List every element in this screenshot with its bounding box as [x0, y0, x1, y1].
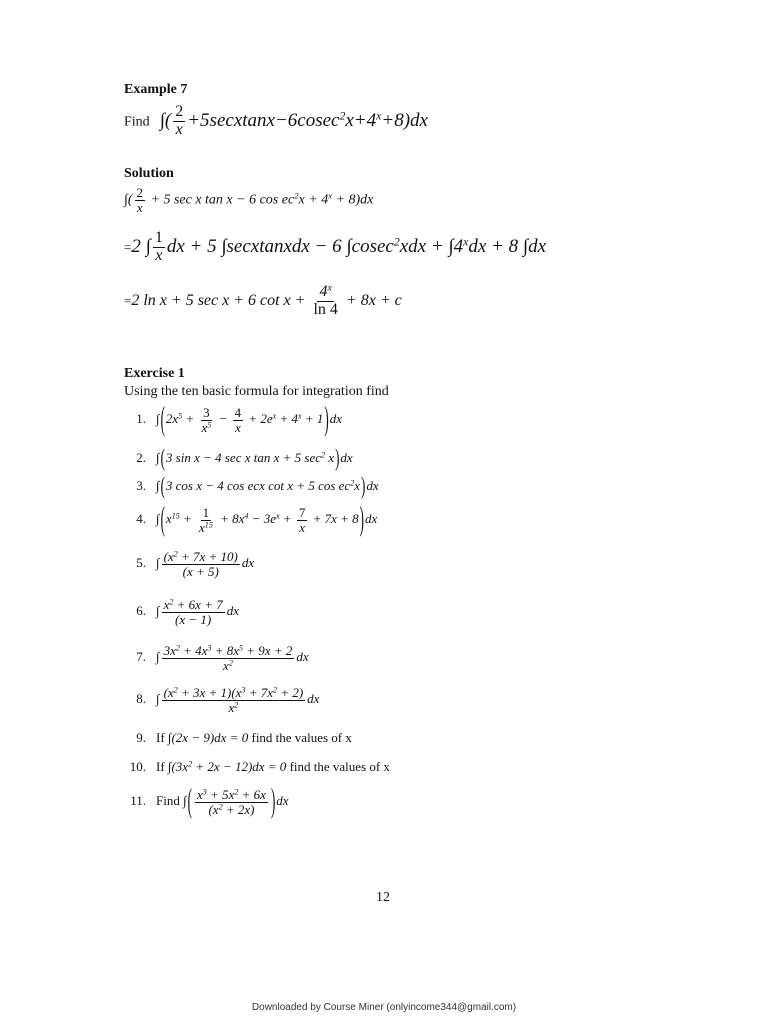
solution-line-3: =2 ln x + 5 sec x + 6 cot x + $\frac{4^x}{\ln 4}$ + 8x + c [124, 282, 402, 318]
exercise-item-10: 10. If $\int(3x^2 + 2x - 12)dx = 0$ find the values of x [129, 759, 390, 774]
exercise-item-9: 9. If ∫(2x − 9)dx = 0 find the values of x [136, 730, 352, 745]
exercise-item-7: 7. ∫ $\frac{3x^2 + 4x^3 + 8x^5 + 9x + 2}{x^2}$ dx [136, 643, 309, 673]
page-number: 12 [376, 890, 390, 905]
exercise-item-8: 8. ∫ $\frac{(x^2 + 3x + 1)(x^3 + 7x^2 + 2)}{x^2}$ dx [136, 685, 320, 715]
download-footer: Downloaded by Course Miner (onlyincome344@gmail.com) [251, 1002, 517, 1013]
example-title: Example 7 [124, 82, 188, 97]
exercise-instruction: Using the ten basic formula for integration find [124, 384, 389, 399]
exercise-item-6: 6. ∫ $\frac{x^2 + 6x + 7}{(x - 1)}$ dx [136, 597, 239, 627]
solution-line-2: =2 ∫ $\frac{1}{x}$ dx + 5 ∫secxtanxdx − 6 $\int cosec^2xdx + \int 4^xdx + 8$ ∫dx [124, 229, 547, 264]
exercise-item-1: 1. $\int(2x^5$ + $\frac{3}{x^5}$ − $\frac{4}{x}$ + $2e^x + 4^x + 1)dx$ [136, 398, 342, 438]
solution-title: Solution [124, 166, 174, 181]
exercise-title: Exercise 1 [124, 366, 185, 381]
exercise-item-4: 4. $\int(x^{15}$ + $\frac{1}{x^{15}}$ + $8x^4 - 3e^x$ + $\frac{7}{x}$ + 7x + 8)dx [136, 498, 378, 538]
example-problem: Find ∫( $\frac{2}{x}$ $+5secxtanx-6cosec^2x+4^x+8)dx$ [124, 103, 428, 138]
exercise-item-5: 5. ∫ $\frac{(x^2 + 7x + 10)}{(x + 5)}$ dx [136, 549, 255, 579]
find-label: Find [124, 114, 150, 130]
exercise-item-3: 3. ∫(3 cos x − 4 cos ecx cot x + 5 $\cos ec^2x)dx$ [136, 470, 379, 500]
exercise-item-2: 2. ∫(3 sin x − 4 sec x tan x + 5 $\sec^2 x)dx$ [136, 442, 353, 472]
solution-line-1: ∫( $\frac{2}{x}$ + 5 sec x tan x − 6 $\cos ec^2x + 4^x + 8)dx$ [124, 185, 374, 215]
exercise-item-11: 11. Find ∫( $\frac{x^3 + 5x^2 + 6x}{(x^2 + 2x)}$ )dx [130, 780, 289, 820]
